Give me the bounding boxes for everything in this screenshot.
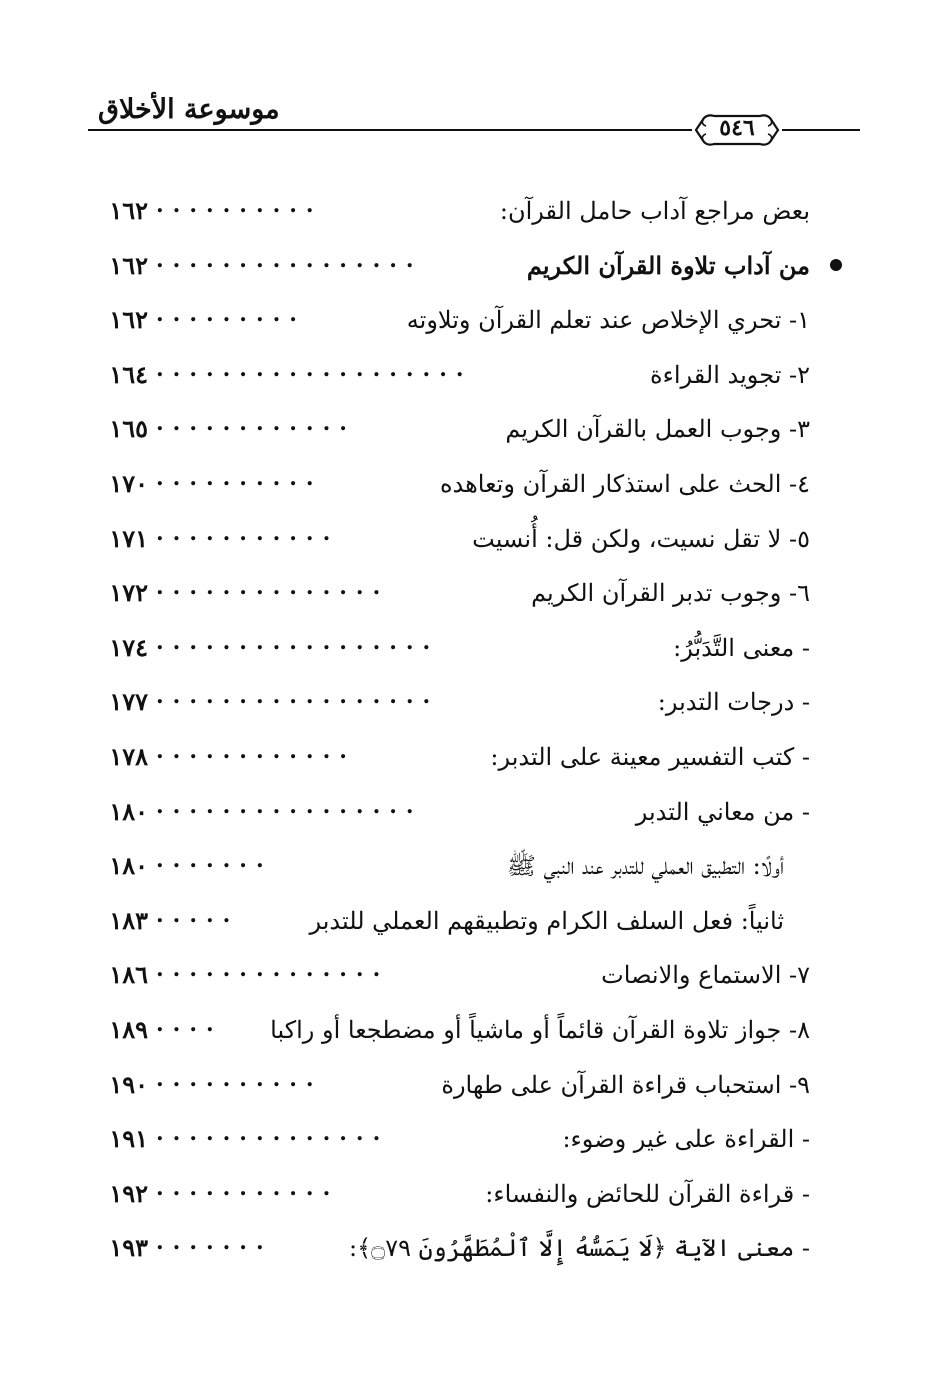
leader-dots: ................. [156,683,440,710]
toc-row [90,732,850,787]
toc-page-number: ١٧٨ [109,741,148,771]
header-rule-right [782,129,860,131]
leader-dots: ................ [156,792,423,819]
toc-entry-title: - معنى الآية ﴿لَا يَمَسُّهُ إِلَّا ٱلْمُطَهَّرُونَ ۝٧٩﴾: [348,1234,810,1263]
toc-row [90,623,850,678]
toc-entry-title: - من معاني التدبر [635,797,810,826]
toc-row [90,1169,850,1224]
book-title: موسوعة الأخلاق [98,94,280,125]
toc-row [90,677,850,732]
toc-row [90,896,850,951]
toc-entry-title: - كتب التفسير معينة على التدبر: [490,742,810,771]
leader-dots: .......... [156,192,323,218]
leader-dots: ................... [156,355,473,382]
toc-entry-title: ٩- استحباب قراءة القرآن على طهارة [441,1070,810,1099]
toc-entry-title: - القراءة على غير وضوء: [562,1125,810,1154]
header-rule-left [88,129,692,131]
toc-entry-title: ١- تحري الإخلاص عند تعلم القرآن وتلاوته [406,306,810,335]
page-header [84,88,864,148]
toc-entry-title: ٣- وجوب العمل بالقرآن الكريم [505,415,810,444]
table-of-contents [90,186,850,1278]
toc-entry-title: ثانياً: فعل السلف الكرام وتطبيقهم العملي للتدبر [309,906,784,935]
toc-page-number: ١٦٢ [109,305,148,335]
leader-dots: .......... [156,464,323,491]
toc-row [90,350,850,405]
toc-page-number: ١٦٥ [109,414,148,444]
toc-entry-title: ٦- وجوب تدبر القرآن الكريم [531,579,810,608]
toc-page-number: ١٧٢ [109,578,148,608]
leader-dots: ................ [156,246,423,273]
toc-page-number: ١٧١ [109,523,148,553]
leader-dots: .............. [156,1120,390,1147]
page-number: ٥٤٦ [719,115,755,141]
leader-dots: .......... [156,1065,323,1092]
toc-row [90,514,850,569]
toc-row [90,1223,850,1278]
leader-dots: ....... [156,1229,273,1256]
toc-entry-title: بعض مراجع آداب حامل القرآن: [499,197,810,225]
toc-entry-title: - معنى التَّدَبُّرُ: [673,633,810,662]
toc-page-number: ١٦٤ [109,359,148,389]
toc-row [90,568,850,623]
toc-row [90,241,850,296]
leader-dots: .............. [156,956,390,983]
toc-row [90,295,850,350]
toc-entry-title: ٥- لا تقل نسيت، ولكن قل: أُنسيت [472,524,810,553]
leader-dots: ....... [156,847,273,874]
toc-row [90,459,850,514]
toc-row [90,404,850,459]
leader-dots: ......... [156,301,306,328]
toc-page-number: ١٧٤ [109,632,148,662]
toc-page-number: ١٨٠ [109,796,148,826]
toc-entry-title: ٢- تجويد القراءة [650,360,810,389]
toc-page-number: ١٨٣ [109,905,148,935]
toc-page-number: ١٦٢ [109,250,148,280]
toc-row [90,950,850,1005]
toc-page-number: ١٨٠ [109,851,148,881]
toc-row [90,186,850,241]
toc-page-number: ١٨٩ [109,1014,148,1044]
leader-dots: ............ [156,737,356,764]
leader-dots: ........... [156,1174,340,1201]
leader-dots: ..... [156,901,240,928]
toc-page-number: ١٩٣ [109,1233,148,1263]
leader-dots: ................. [156,628,440,655]
toc-page-number: ١٧٧ [109,687,148,717]
toc-entry-title: ٨- جواز تلاوة القرآن قائماً أو ماشياً أو مضطجعا أو راكبا [270,1015,810,1044]
toc-page-number: ١٦٢ [109,196,148,225]
toc-entry-title: ٧- الاستماع والانصات [601,961,810,990]
leader-dots: .... [156,1010,223,1037]
page-number-frame [692,112,782,148]
leader-dots: .............. [156,574,390,601]
bullet-icon [830,259,842,271]
toc-row [90,1114,850,1169]
toc-page-number: ١٧٠ [109,468,148,498]
toc-entry-title: من آداب تلاوة القرآن الكريم [526,250,810,280]
toc-page-number: ١٩١ [109,1124,148,1154]
toc-page-number: ١٨٦ [109,960,148,990]
toc-row [90,1060,850,1115]
toc-entry-title: ٤- الحث على استذكار القرآن وتعاهده [439,469,810,498]
toc-entry-title: أولًا: التطبيق العملي للتدبر عند النبي ﷺ [506,852,784,881]
toc-row [90,841,850,896]
toc-page-number: ١٩٠ [109,1069,148,1099]
leader-dots: ............ [156,410,356,437]
toc-row [90,1005,850,1060]
toc-entry-title: - قراءة القرآن للحائض والنفساء: [485,1179,810,1208]
toc-entry-title: - درجات التدبر: [657,688,810,717]
toc-page-number: ١٩٢ [109,1178,148,1208]
leader-dots: ........... [156,519,340,546]
toc-row [90,787,850,842]
